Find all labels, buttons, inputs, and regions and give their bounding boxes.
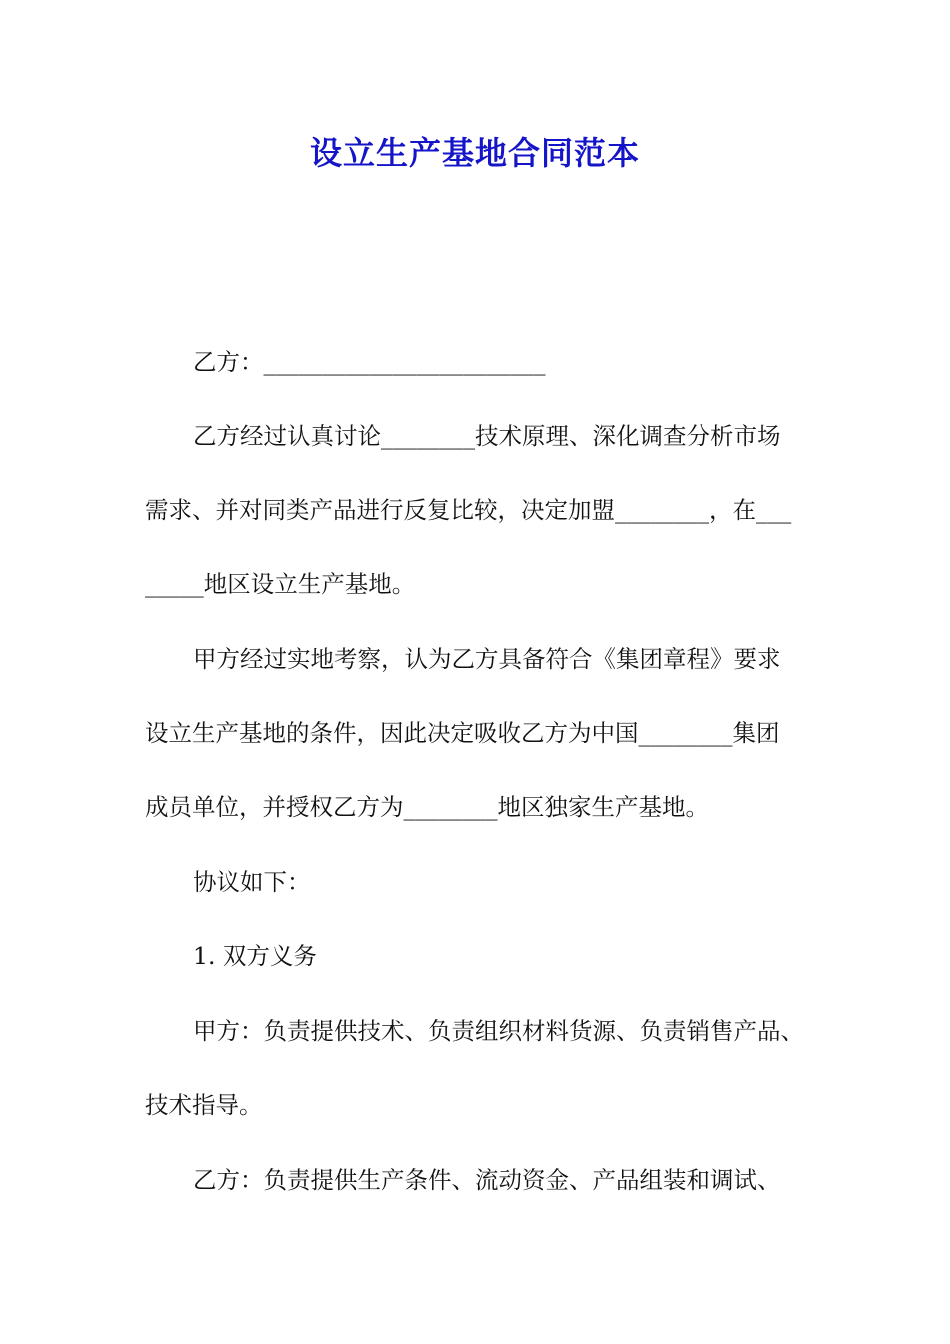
paragraph-line: 需求、并对同类产品进行反复比较，决定加盟________，在___ <box>145 496 792 524</box>
section-heading: 1. 双方义务 <box>193 942 317 970</box>
paragraph-line: 设立生产基地的条件，因此决定吸收乙方为中国________集团 <box>145 719 780 747</box>
paragraph-line: _____地区设立生产基地。 <box>145 570 416 598</box>
agreement-intro-line: 协议如下： <box>193 868 311 896</box>
party-a-duties-line: 甲方：负责提供技术、负责组织材料货源、负责销售产品、 <box>193 1017 804 1045</box>
paragraph-line: 乙方经过认真讨论________技术原理、深化调查分析市场 <box>193 422 781 450</box>
paragraph-line: 甲方经过实地考察，认为乙方具备符合《集团章程》要求 <box>193 645 781 673</box>
paragraph-line: 成员单位，并授权乙方为________地区独家生产基地。 <box>145 793 709 821</box>
paragraph-line: 技术指导。 <box>145 1091 263 1119</box>
party-b-duties-line: 乙方：负责提供生产条件、流动资金、产品组装和调试、 <box>193 1166 781 1194</box>
party-b-line: 乙方：________________________ <box>193 348 546 376</box>
document-title: 设立生产基地合同范本 <box>309 134 640 172</box>
